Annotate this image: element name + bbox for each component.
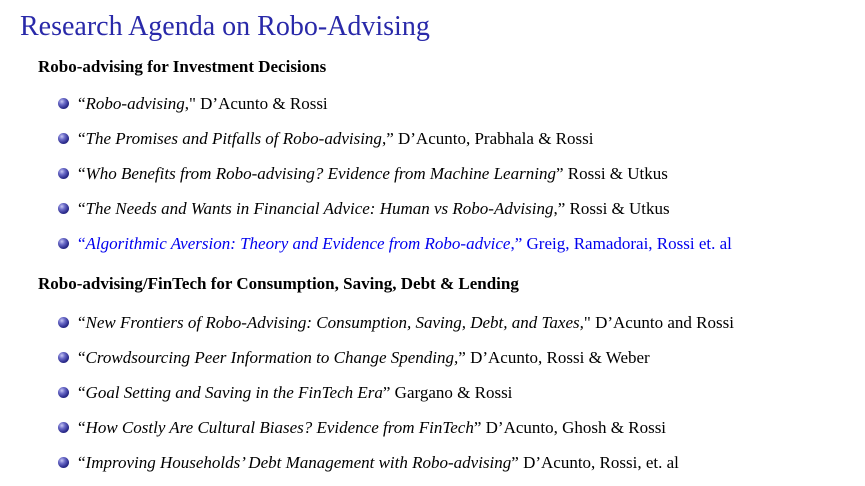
paper-title: Algorithmic Aversion: Theory and Evidence from Robo-advice	[85, 234, 511, 253]
paper-authors: Rossi & Utkus	[569, 199, 670, 218]
paper-title: Who Benefits from Robo-advising? Evidence from Machine Learning	[85, 164, 556, 183]
paper-title: Crowdsourcing Peer Information to Change Spending,	[85, 348, 459, 367]
bullet-icon	[58, 422, 69, 433]
paper-title: Improving Households’ Debt Management with Robo-advising	[85, 453, 512, 472]
paper-title: The Needs and Wants in Financial Advice: Human vs Robo-Advising	[85, 199, 554, 218]
paper-authors: Rossi & Utkus	[567, 164, 668, 183]
bullet-icon	[58, 352, 69, 363]
paper-authors: D’Acunto & Rossi	[200, 94, 328, 113]
paper-authors: D’Acunto, Prabhala & Rossi	[397, 129, 594, 148]
paper-title: Goal Setting and Saving in the FinTech Era	[85, 383, 383, 402]
paper-title: The Promises and Pitfalls of Robo-advising	[85, 129, 382, 148]
list-item: “Improving Households’ Debt Management with Robo-advising” D’Acunto, Rossi, et. al	[58, 451, 734, 486]
list-item: “Who Benefits from Robo-advising? Evidence from Machine Learning” Rossi & Utkus	[58, 162, 732, 197]
paper-authors: D’Acunto, Rossi & Weber	[470, 348, 650, 367]
paper-authors: Greig, Ramadorai, Rossi et. al	[526, 234, 732, 253]
section-heading-investment: Robo-advising for Investment Decisions	[38, 57, 327, 76]
reference-list-consumption	[58, 311, 734, 486]
list-item: “The Promises and Pitfalls of Robo-advising,” D’Acunto, Prabhala & Rossi	[58, 127, 732, 162]
list-item: “The Needs and Wants in Financial Advice: Human vs Robo-Advising,” Rossi & Utkus	[58, 197, 732, 232]
paper-authors: D’Acunto, Ghosh & Rossi	[485, 418, 667, 437]
bullet-icon	[58, 387, 69, 398]
paper-title: Robo-advising	[85, 94, 185, 113]
slide-title: Research Agenda on Robo-Advising	[20, 11, 430, 42]
list-item: “Goal Setting and Saving in the FinTech Era” Gargano & Rossi	[58, 381, 734, 416]
bullet-icon	[58, 457, 69, 468]
bullet-icon	[58, 168, 69, 179]
reference-list-investment	[58, 92, 732, 267]
bullet-icon	[58, 238, 69, 249]
list-item: “Crowdsourcing Peer Information to Change Spending,” D’Acunto, Rossi & Weber	[58, 346, 734, 381]
list-item: “How Costly Are Cultural Biases? Evidence from FinTech” D’Acunto, Ghosh & Rossi	[58, 416, 734, 451]
paper-authors: D’Acunto, Rossi, et. al	[523, 453, 679, 472]
list-item-link[interactable]: “Algorithmic Aversion: Theory and Evidence from Robo-advice,” Greig, Ramadorai, Rossi et. al	[58, 232, 732, 267]
bullet-icon	[58, 98, 69, 109]
list-item: “New Frontiers of Robo-Advising: Consumption, Saving, Debt, and Taxes," D’Acunto and Rossi	[58, 311, 734, 346]
bullet-icon	[58, 203, 69, 214]
paper-authors: D’Acunto and Rossi	[595, 313, 734, 332]
paper-title: New Frontiers of Robo-Advising: Consumption, Saving, Debt, and Taxes,	[85, 313, 584, 332]
bullet-icon	[58, 317, 69, 328]
paper-title: How Costly Are Cultural Biases? Evidence from FinTech	[85, 418, 474, 437]
paper-authors: Gargano & Rossi	[394, 383, 513, 402]
list-item: “Robo-advising," D’Acunto & Rossi	[58, 92, 732, 127]
section-heading-consumption: Robo-advising/FinTech for Consumption, Saving, Debt & Lending	[38, 274, 519, 293]
bullet-icon	[58, 133, 69, 144]
